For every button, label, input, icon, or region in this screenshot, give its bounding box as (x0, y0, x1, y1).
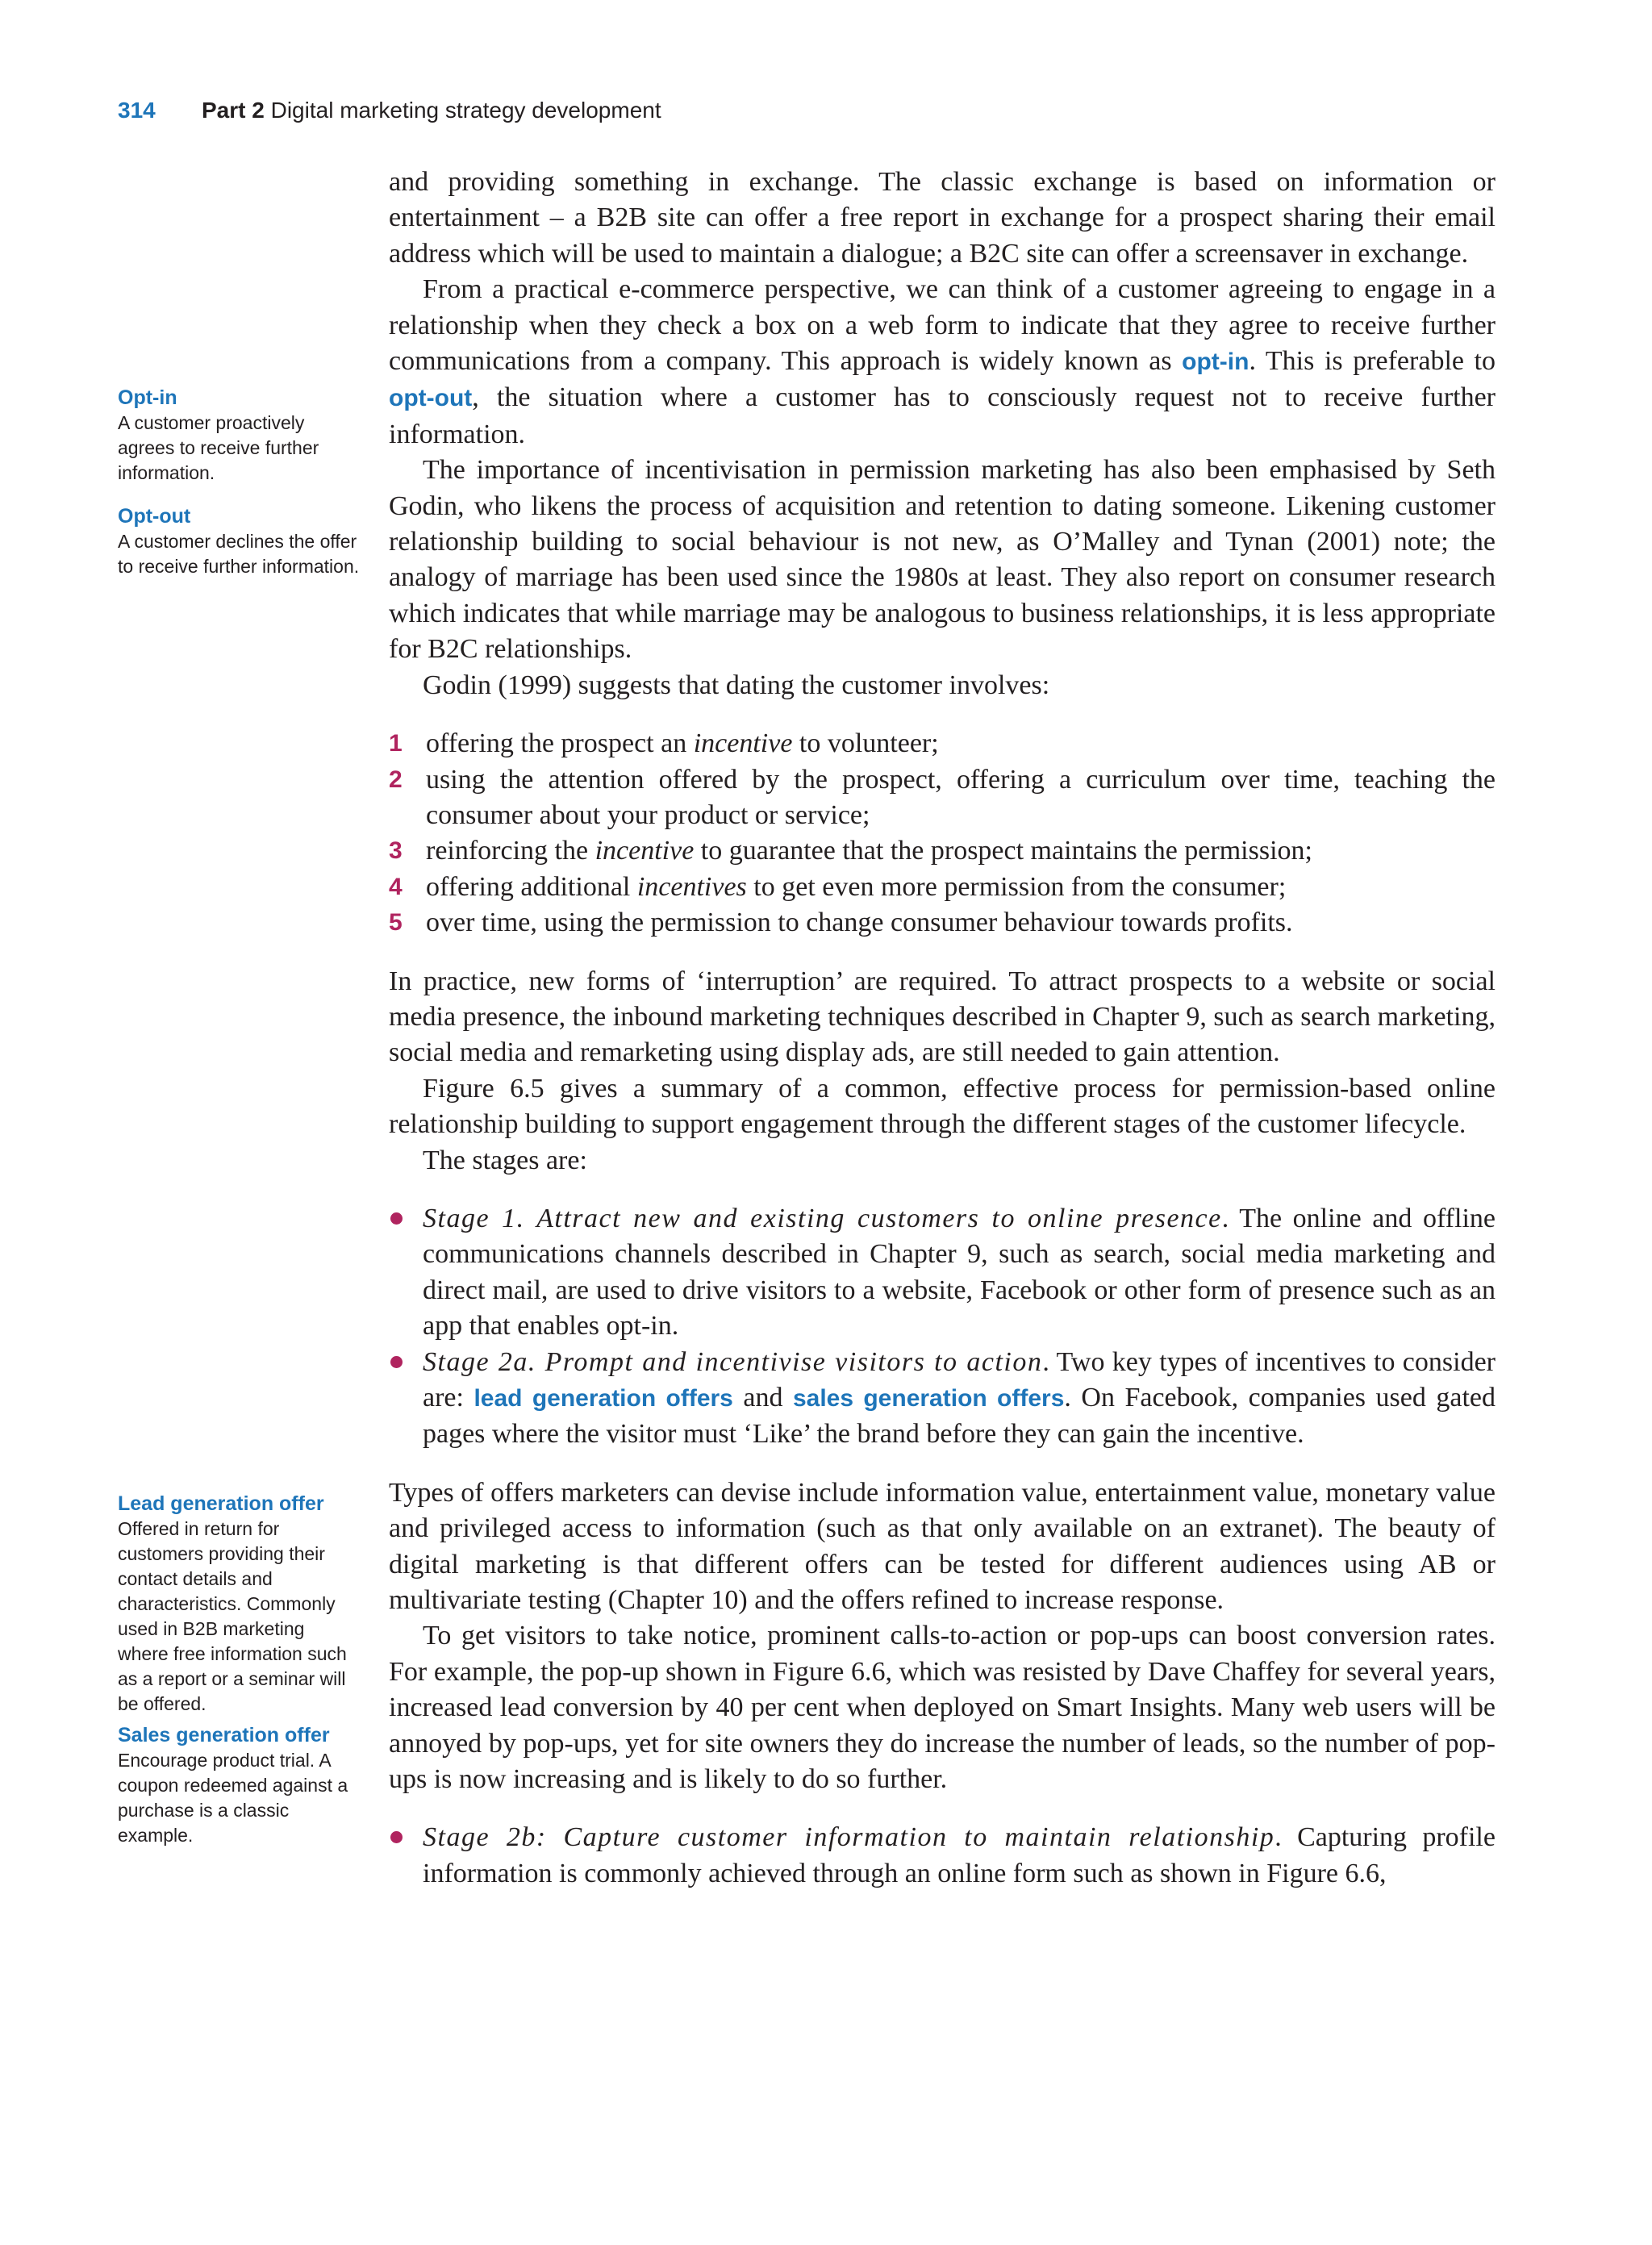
paragraph: In practice, new forms of ‘interruption’ are required. To attract prospects to a website or social media presence, the inbound marketing techniques described in Chapter 9, such as search marketing, social media and remarketing using display ads, are still needed to gain attention. (389, 966, 1496, 1068)
paragraph: Figure 6.5 gives a summary of a common, effective process for permission-based online relationship building to support engagement through the different stages of the customer lifecycle. (389, 1073, 1496, 1140)
page-number: 314 (118, 98, 156, 123)
glossary-definition-opt-out: A customer declines the offer to receive further information. (118, 531, 360, 577)
bullet-icon (390, 1356, 403, 1368)
list-item: 3 reinforcing the incentive to guarantee that the prospect maintains the permission; (389, 836, 1312, 866)
list-item: 5 over time, using the permission to change consumer behaviour towards profits. (389, 908, 1293, 938)
glossary-term-opt-in: Opt-in (118, 386, 177, 409)
glossary-term-lead-generation-offer: Lead generation offer (118, 1492, 324, 1515)
glossary-definition-sales-generation-offer: Encourage product trial. A coupon redeemed against a purchase is a classic example. (118, 1750, 348, 1846)
glossary-definition-opt-in: A customer proactively agrees to receive further information. (118, 412, 319, 483)
keyword-lead-generation-offers: lead generation offers (473, 1385, 733, 1412)
list-item: 2 using the attention offered by the prospect, offering a curriculum over time, teaching the consumer about your product or service; (389, 764, 1496, 830)
keyword-sales-generation-offers: sales generation offers (792, 1385, 1065, 1412)
part-label: Part 2 (202, 98, 265, 123)
paragraph: and providing something in exchange. The classic exchange is based on information or entertainment – a B2B site can offer a free report in exchange for a prospect sharing their email address which will be used to maintain a dialogue; a B2C site can offer a screensaver in exchange. (389, 167, 1496, 269)
margin-glossary-top (118, 386, 360, 579)
paragraph: The importance of incentivisation in permission marketing has also been emphasised by Seth Godin, who likens the process of acquisition and retention to dating someone. Likening customer relationship building to social behaviour is not new, as O’Malley and Tynan (2001) note; the analogy of marriage has been used since the 1980s at least. They also report on consumer research which indicates that while marriage may be analogous to business relationships, it is less appropriate for B2C relationships. (389, 455, 1496, 665)
paragraph: To get visitors to take notice, prominent calls-to-action or pop-ups can boost conversion rates. For example, the pop-up shown in Figure 6.6, which was resisted by Dave Chaffey for several years, increased lead conversion by 40 per cent when deployed on Smart Insights. Many web users will be annoyed by pop-ups, yet for site owners they do increase the number of leads, so the number of pop-ups is now increasing and is likely to do so further. (389, 1621, 1496, 1795)
margin-glossary-bottom (118, 1492, 360, 1848)
glossary-term-opt-out: Opt-out (118, 505, 191, 528)
paragraph: The stages are: (423, 1145, 587, 1175)
list-item-stage-2b: Stage 2b: Capture customer information to maintain relationship. Capturing profile information is commonly achieved through an online form such as shown in Figure 6.6, (389, 1820, 1496, 1892)
header-title: Digital marketing strategy development (270, 98, 661, 123)
list-item: 4 offering additional incentives to get even more permission from the consumer; (389, 871, 1287, 902)
list-item-stage-2a: Stage 2a. Prompt and incentivise visitors to action. Two key types of incentives to consider are: lead generation offers and sales generation offers. On Facebook, companies used gated pages where the visitor must ‘Like’ the brand before they can gain the incentive. (389, 1345, 1496, 1453)
bullet-icon (390, 1831, 403, 1843)
keyword-opt-in: opt-in (1182, 348, 1249, 376)
body-text (389, 165, 1496, 1892)
stage-list-continued (389, 1820, 1496, 1892)
glossary-definition-lead-generation-offer: Offered in return for customers providing their contact details and characteristics. Commonly used in B2B marketing where free information such as a report or a seminar will be offered. (118, 1518, 347, 1714)
bullet-icon (390, 1212, 403, 1225)
list-item: 1 offering the prospect an incentive to volunteer; (389, 728, 939, 759)
keyword-opt-out: opt-out (389, 385, 473, 412)
paragraph: Types of offers marketers can devise include information value, entertainment value, monetary value and privileged access to information (such as that only available on an extranet). The beauty of digital marketing is that different offers can be tested for different audiences using AB or multivariate testing (Chapter 10) and the offers refined to increase response. (389, 1477, 1496, 1616)
paragraph: Godin (1999) suggests that dating the customer involves: (423, 670, 1050, 700)
numbered-list (389, 726, 1496, 941)
list-item-stage-1: Stage 1. Attract new and existing customers to online presence. The online and offline communications channels described in Chapter 9, such as search, social media marketing and direct mail, are used to drive visitors to a website, Facebook or other form of presence such as an app that enables opt-in. (389, 1201, 1496, 1345)
paragraph-opt-in: From a practical e-commerce perspective, we can think of a customer agreeing to engage in a relationship when they check a box on a web form to indicate that they agree to receive further communications from a company. This approach is widely known as opt-in. This is preferable to opt-out, the situation where a customer has to consciously request not to receive further information. (389, 274, 1496, 449)
stage-list (389, 1201, 1496, 1453)
glossary-term-sales-generation-offer: Sales generation offer (118, 1724, 330, 1746)
running-header (118, 90, 661, 131)
